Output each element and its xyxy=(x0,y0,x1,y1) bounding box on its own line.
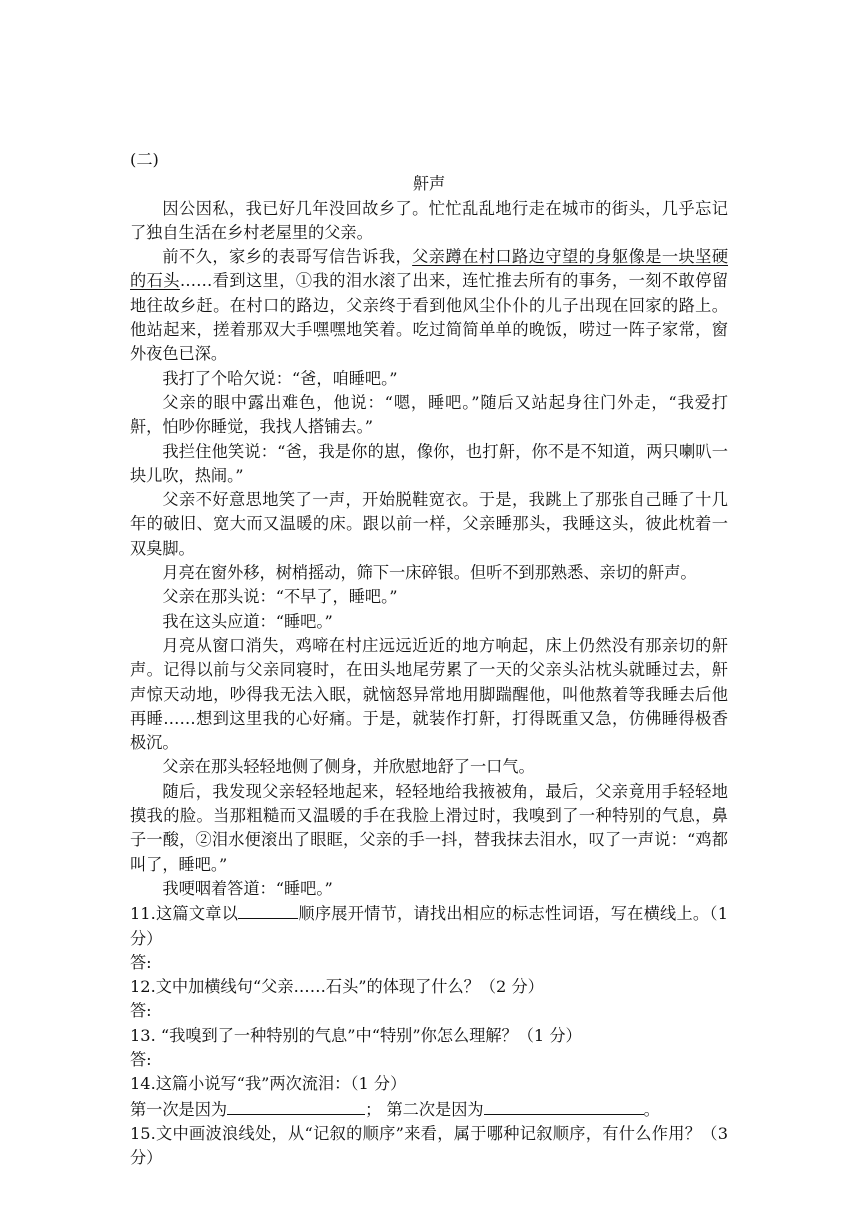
question-12: 12.文中加横线句“父亲……石头”的体现了什么？（2 分） xyxy=(130,977,544,997)
question-13: 13. “我嗅到了一种特别的气息”中“特别”你怎么理解？（1 分） xyxy=(130,1025,582,1045)
paragraph: 父亲在那头说：“不早了，睡吧。” xyxy=(162,587,398,607)
question-15: 15.文中画波浪线处，从“记叙的顺序”来看，属于哪种记叙顺序，有什么作用？（3 分） xyxy=(130,1123,728,1168)
answer-label: 答: xyxy=(130,952,152,972)
answer-label: 答: xyxy=(130,1049,152,1069)
paragraph: 父亲不好意思地笑了一声，开始脱鞋宽衣。于是，我跳上了那张自己睡了十几年的破旧、宽大而又温暖的床。跟以前一样，父亲睡那头，我睡这头，彼此枕着一双臭脚。 xyxy=(130,490,728,558)
answer-blank[interactable] xyxy=(238,901,298,919)
paragraph: 随后，我发现父亲轻轻地起来，轻轻地给我掖被角，最后，父亲竟用手轻轻地摸我的脸。当那粗糙而又温暖的手在我脸上滑过时，我嗅到了一种特别的气息，鼻子一酸，②泪水便滚出了眼眶，父亲的手一抖，替我抹去泪水，叹了一声说：“鸡都叫了，睡吧。” xyxy=(130,781,728,874)
paragraph: 月亮在窗外移，树梢摇动，筛下一床碎银。但听不到那熟悉、亲切的鼾声。 xyxy=(162,563,697,583)
question-text: 11.这篇文章以 xyxy=(130,904,239,924)
answer-blank[interactable] xyxy=(227,1097,365,1115)
paragraph: 我拦住他笑说：“爸，我是你的崽，像你，也打鼾，你不是不知道，两只喇叭一块儿吹，热闹。” xyxy=(130,441,728,485)
paragraph-text: ……看到这里，①我的泪水滚了出来，连忙推去所有的事务，一刻不敢停留地往故乡赶。在村口的路边，父亲终于看到他风尘仆仆的儿子出现在回家的路上。他站起来，搓着那双大手嘿嘿地笑着。吃过简简单单的晚饭，唠过一阵子家常，窗外夜色已深。 xyxy=(130,271,729,364)
paragraph xyxy=(130,245,728,366)
paragraph: 我哽咽着答道：“睡吧。” xyxy=(162,878,333,898)
exam-page xyxy=(130,148,728,1170)
question-text: 。 xyxy=(643,1099,660,1119)
question-14: 14.这篇小说写“我”两次流泪：（1 分） xyxy=(130,1074,407,1094)
question-text: 第一次是因为 xyxy=(130,1099,228,1119)
question-11 xyxy=(130,901,728,951)
paragraph: 父亲的眼中露出难色，他说：“嗯，睡吧。”随后又站起身往门外走，“我爱打鼾，怕吵你睡觉，我找人搭铺去。” xyxy=(130,392,728,437)
paragraph: 月亮从窗口消失，鸡啼在村庄远远近近的地方响起，床上仍然没有那亲切的鼾声。记得以前与父亲同寝时，在田头地尾劳累了一天的父亲头沾枕头就睡过去，鼾声惊天动地，吵得我无法入眠，就恼怒异常地用脚踹醒他，叫他熬着等我睡去后他再睡……想到这里我的心好痛。于是，就装作打鼾，打得既重又急，仿佛睡得极香极沉。 xyxy=(130,635,728,753)
underlined-sentence: 父亲蹲在村口路边守望的身躯像是一块坚硬的石头 xyxy=(130,247,729,291)
answer-label: 答: xyxy=(130,1001,152,1021)
paragraph: 因公因私，我已好几年没回故乡了。忙忙乱乱地行走在城市的街头，几乎忘记了独自生活在乡村老屋里的父亲。 xyxy=(130,198,728,242)
question-14-blanks xyxy=(130,1097,728,1122)
paragraph-text: 前不久，家乡的表哥写信告诉我， xyxy=(162,247,413,267)
paragraph: 我在这头应道：“睡吧。” xyxy=(162,611,333,631)
paragraph: 我打了个哈欠说：“爸，咱睡吧。” xyxy=(162,368,398,388)
section-label: (二) xyxy=(130,150,159,169)
question-text: 顺序展开情节，请找出相应的标志性词语，写在横线上。（1 分） xyxy=(130,904,728,948)
question-text: ； 第二次是因为 xyxy=(365,1099,484,1119)
answer-blank[interactable] xyxy=(484,1097,644,1115)
paragraph: 父亲在那头轻轻地侧了侧身，并欣慰地舒了一口气。 xyxy=(162,757,535,777)
article-title: 鼾声 xyxy=(412,174,446,194)
